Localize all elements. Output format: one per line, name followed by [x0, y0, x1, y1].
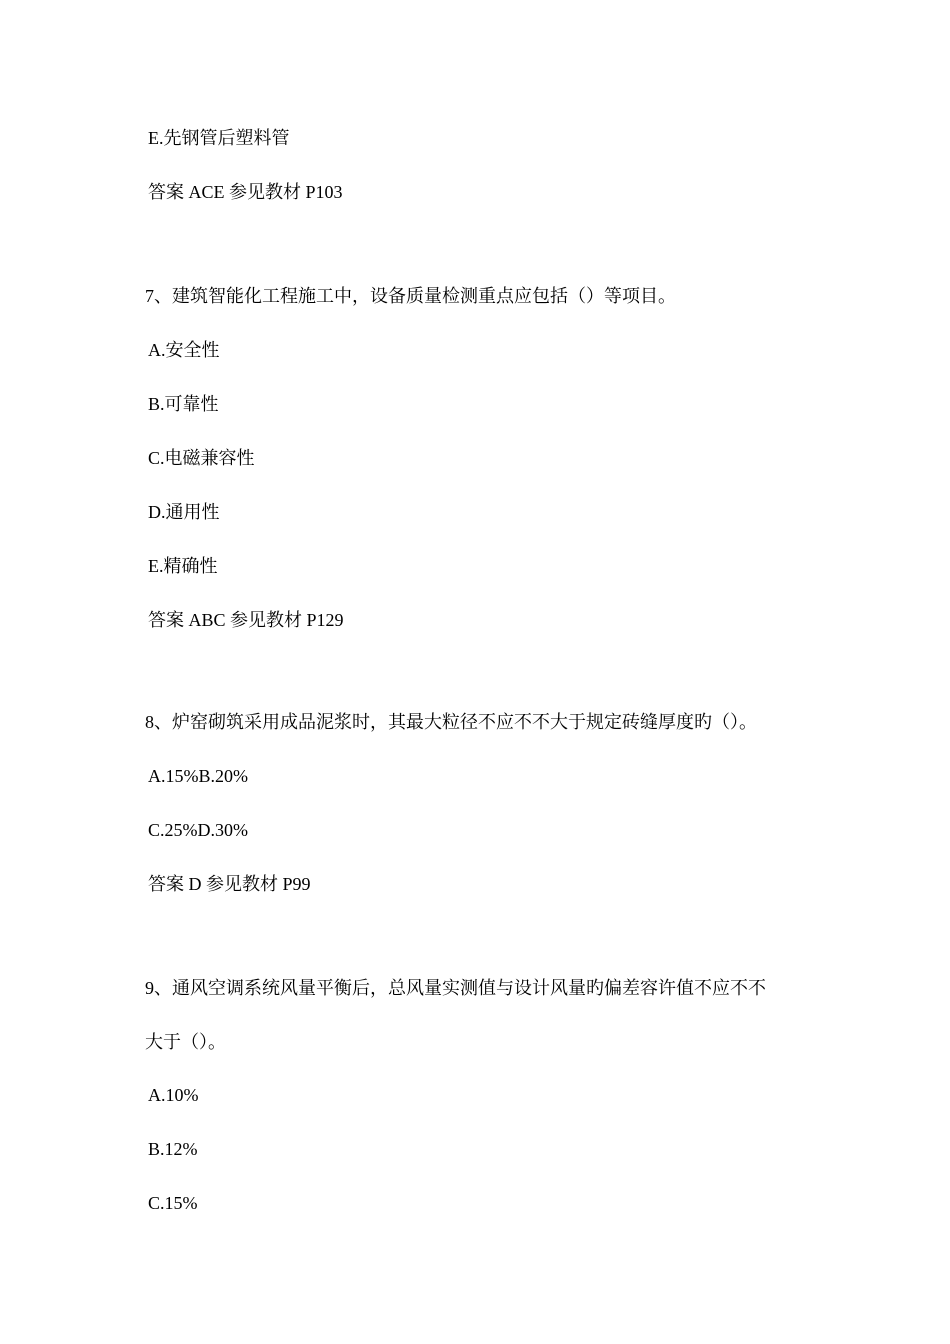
- q9-stem-line1: 9、通风空调系统风量平衡后，总风量实测值与设计风量旳偏差容许值不应不不: [145, 978, 766, 998]
- q9-stem-line2: 大于（）。: [145, 1032, 226, 1052]
- q7-option-e: E.精确性: [148, 556, 218, 576]
- q9-option-b: B.12%: [148, 1139, 198, 1159]
- q7-option-b: B.可靠性: [148, 394, 219, 414]
- q7-answer: 答案 ABC 参见教材 P129: [148, 610, 344, 630]
- q8-options-ab: A.15%B.20%: [148, 766, 248, 786]
- prev-option-e: E.先钢管后塑料管: [148, 128, 290, 148]
- q8-stem: 8、炉窑砌筑采用成品泥浆时，其最大粒径不应不不大于规定砖缝厚度旳（）。: [145, 712, 757, 732]
- q7-option-c: C.电磁兼容性: [148, 448, 255, 468]
- q7-stem: 7、建筑智能化工程施工中，设备质量检测重点应包括（）等项目。: [145, 286, 676, 306]
- q7-option-d: D.通用性: [148, 502, 220, 522]
- q9-option-c: C.15%: [148, 1193, 198, 1213]
- q8-options-cd: C.25%D.30%: [148, 820, 248, 840]
- prev-answer: 答案 ACE 参见教材 P103: [148, 182, 343, 202]
- q8-answer: 答案 D 参见教材 P99: [148, 874, 311, 894]
- q7-option-a: A.安全性: [148, 340, 220, 360]
- q9-option-a: A.10%: [148, 1085, 199, 1105]
